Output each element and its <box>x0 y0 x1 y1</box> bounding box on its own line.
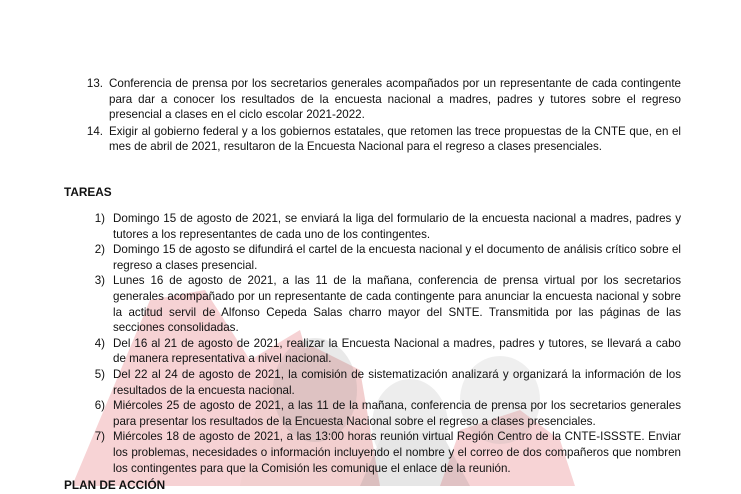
task-text: Domingo 15 de agosto se difundirá el cartel de la encuesta nacional y el documento de análisis crítico sobre el regreso a clases presencial. <box>113 243 681 272</box>
item-number: 13. <box>86 77 103 90</box>
task-item <box>94 398 681 429</box>
item-text: Conferencia de prensa por los secretarios generales acompañados por un representante de cada contingente para dar a conocer los resultados de la encuesta nacional a madres, padres y tutores sobre el regreso presencial a clases en el ciclo escolar 2021-2022. <box>109 77 681 122</box>
task-text: Domingo 15 de agosto de 2021, se enviará la liga del formulario de la encuesta nacional a madres, padres y tutores a los representantes de cada uno de los contingentes. <box>113 212 681 241</box>
task-text: Miércoles 25 de agosto de 2021, a las 11 de la mañana, conferencia de prensa por los secretarios generales para presentar los resultados de la Encuesta Nacional sobre el regreso a clases presenciales. <box>113 399 681 428</box>
list-item <box>86 76 681 123</box>
task-number: 4) <box>94 336 105 350</box>
task-number: 6) <box>94 399 105 413</box>
tasks-list <box>94 211 681 476</box>
task-item <box>94 273 681 335</box>
task-number: 1) <box>94 212 105 225</box>
task-item <box>94 367 681 398</box>
list-item <box>86 124 681 155</box>
section-heading-plan-de-accion: PLAN DE ACCIÓN <box>64 478 166 492</box>
task-number: 2) <box>94 243 105 257</box>
task-item <box>94 429 681 476</box>
task-item <box>94 336 681 367</box>
task-text: Lunes 16 de agosto de 2021, a las 11 de la mañana, conferencia de prensa virtual por los secretarios generales acompañado por un representante de cada contingente para anunciar la encuesta nacional y sobre la actitud servil de Alfonso Cepeda Salas charro mayor del SNTE. Transmitida por las páginas de las secciones consolidadas. <box>113 274 681 335</box>
task-text: Miércoles 18 de agosto de 2021, a las 13:00 horas reunión virtual Región Centro de la CNTE-ISSSTE. Enviar los problemas, necesidades o información incluyendo el nombre y el correo de dos compañeros que nombren los contingentes para que la Comisión les comunique el enlace de la reunión. <box>113 430 681 475</box>
task-item <box>94 211 681 242</box>
task-number: 7) <box>94 430 105 444</box>
task-text: Del 22 al 24 de agosto de 2021, la comisión de sistematización analizará y organizará la información de los resultados de la encuesta nacional. <box>113 367 681 397</box>
item-text: Exigir al gobierno federal y a los gobiernos estatales, que retomen las trece propuestas de la CNTE que, en el mes de abril de 2021, resultaron de la Encuesta Nacional para el regreso a clases presenciales. <box>109 124 681 154</box>
item-number: 14. <box>86 124 103 138</box>
numbered-list-top <box>86 76 681 155</box>
task-item <box>94 242 681 273</box>
section-heading-tareas: TAREAS <box>64 185 112 199</box>
task-number: 3) <box>94 274 105 288</box>
task-text: Del 16 al 21 de agosto de 2021, realizar la Encuesta Nacional a madres, padres y tutores, se llevará a cabo de manera representativa a nivel nacional. <box>113 336 681 366</box>
task-number: 5) <box>94 367 105 381</box>
